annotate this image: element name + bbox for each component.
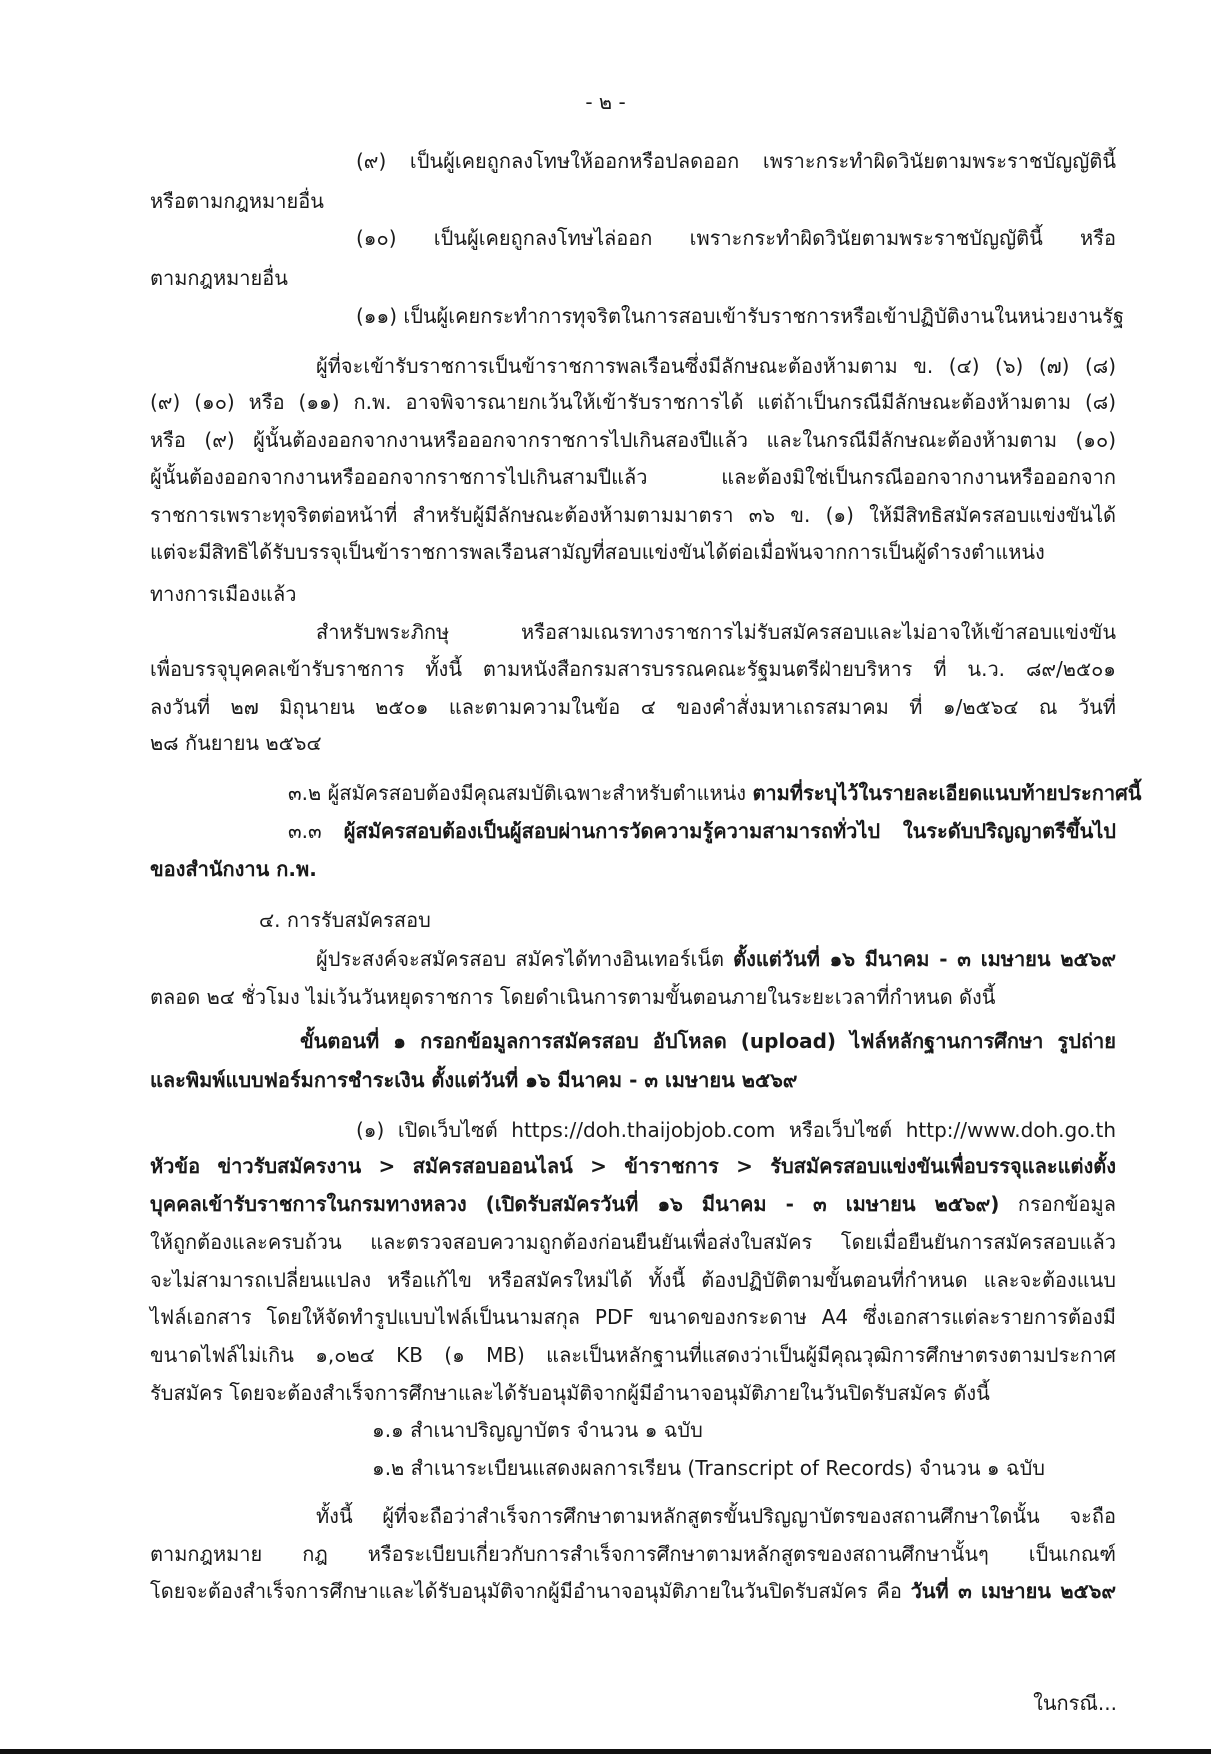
text: ๔. การรับสมัครสอบ bbox=[259, 908, 431, 932]
text-line bbox=[150, 1540, 1116, 1568]
bold-text: ตั้งแต่วันที่ ๑๖ มีนาคม - ๓ เมษายน ๒๕๖๙ bbox=[733, 947, 1116, 971]
text-line bbox=[150, 463, 1116, 491]
text-line bbox=[150, 426, 1116, 454]
text: จะไม่สามารถเปลี่ยนแปลง หรือแก้ไข หรือสมัครใหม่ได้ ทั้งนี้ ต้องปฏิบัติตามขั้นตอนที่กำหนด และจะต้องแนบ bbox=[150, 1268, 1116, 1292]
text-line bbox=[316, 1502, 1116, 1530]
bold-text: และพิมพ์แบบฟอร์มการชำระเงิน ตั้งแต่วันที่ ๑๖ มีนาคม - ๓ เมษายน ๒๕๖๙ bbox=[150, 1068, 798, 1092]
text-line bbox=[356, 302, 1125, 330]
text: ขนาดไฟล์ไม่เกิน ๑,๐๒๔ KB (๑ MB) และเป็นหลักฐานที่แสดงว่าเป็นผู้มีคุณวุฒิการศึกษาตรงตามประกาศ bbox=[150, 1343, 1116, 1367]
text-line bbox=[150, 1303, 1116, 1331]
text-line bbox=[150, 1341, 1116, 1369]
text: ผู้นั้นต้องออกจากงานหรือออกจากราชการไปเกินสามปีแล้ว และต้องมิใช่เป็นกรณีออกจากงานหรือออกจาก bbox=[150, 465, 1116, 489]
text-line bbox=[316, 945, 1116, 973]
text-line bbox=[150, 1577, 1116, 1605]
text: ตามกฎหมายอื่น bbox=[150, 266, 288, 290]
text: ผู้ประสงค์จะสมัครสอบ สมัครได้ทางอินเทอร์เน็ต bbox=[316, 947, 734, 971]
text-line bbox=[150, 388, 1116, 416]
text: ราชการเพราะทุจริตต่อหน้าที่ สำหรับผู้มีลักษณะต้องห้ามตามมาตรา ๓๖ ข. (๑) ให้มีสิทธิสมัครสอบแข่งขันได้ bbox=[150, 503, 1116, 527]
bold-text: ตามที่ระบุไว้ในรายละเอียดแนบท้ายประกาศนี้ bbox=[752, 781, 1142, 805]
text-line bbox=[356, 1116, 1116, 1144]
text: (๑) เปิดเว็บไซต์ https://doh.thaijobjob.com หรือเว็บไซต์ http://www.doh.go.th bbox=[356, 1118, 1116, 1142]
text: ตามกฎหมาย กฎ หรือระเบียบเกี่ยวกับการสำเร็จการศึกษาตามหลักสูตรของสถานศึกษานั้นๆ เป็นเกณฑ์ bbox=[150, 1542, 1116, 1566]
bold-text: หัวข้อ ข่าวรับสมัครงาน > สมัครสอบออนไลน์ > ข้าราชการ > รับสมัครสอบแข่งขันเพื่อบรรจุและแต่งตั้ง bbox=[150, 1154, 1116, 1178]
text-line bbox=[372, 1454, 1045, 1482]
text: ให้ถูกต้องและครบถ้วน และตรวจสอบความถูกต้องก่อนยืนยันเพื่อส่งใบสมัคร โดยเมื่อยืนยันการสมัครสอบแล้ว bbox=[150, 1230, 1116, 1254]
text-line bbox=[150, 693, 1116, 721]
text-line bbox=[150, 187, 324, 215]
text-line bbox=[150, 655, 1116, 683]
text: (๑๑) เป็นผู้เคยกระทำการทุจริตในการสอบเข้ารับราชการหรือเข้าปฏิบัติงานในหน่วยงานรัฐ bbox=[356, 304, 1125, 328]
continuation-marker: ในกรณี... bbox=[1033, 1691, 1117, 1715]
text-line bbox=[150, 729, 322, 757]
text: หรือ (๙) ผู้นั้นต้องออกจากงานหรือออกจากราชการไปเกินสองปีแล้ว และในกรณีมีลักษณะต้องห้ามตาม (๑๐) bbox=[150, 428, 1116, 452]
text: ๑.๒ สำเนาระเบียนแสดงผลการเรียน (Transcript of Records) จำนวน ๑ ฉบับ bbox=[372, 1456, 1045, 1480]
text-line bbox=[150, 1152, 1116, 1180]
text-line bbox=[150, 983, 995, 1011]
bold-text: วันที่ ๓ เมษายน ๒๕๖๙ bbox=[910, 1579, 1116, 1603]
text: (๑๐) เป็นผู้เคยถูกลงโทษไล่ออก เพราะกระทำผิดวินัยตามพระราชบัญญัตินี้ หรือ bbox=[356, 226, 1116, 250]
text-line bbox=[150, 855, 317, 883]
bold-text: ขั้นตอนที่ ๑ กรอกข้อมูลการสมัครสอบ อัปโหลด (upload) ไฟล์หลักฐานการศึกษา รูปถ่าย bbox=[300, 1029, 1116, 1053]
text: ทางการเมืองแล้ว bbox=[150, 582, 297, 606]
text-line bbox=[316, 618, 1116, 646]
text: (๙) (๑๐) หรือ (๑๑) ก.พ. อาจพิจารณายกเว้นให้เข้ารับราชการได้ แต่ถ้าเป็นกรณีมีลักษณะต้องห้ามตาม (๘) bbox=[150, 390, 1116, 414]
text-line bbox=[150, 580, 296, 608]
page-number: - ๒ - bbox=[585, 90, 626, 114]
text-line bbox=[150, 1228, 1116, 1256]
text-line bbox=[150, 264, 288, 292]
text: ๑.๑ สำเนาปริญญาบัตร จำนวน ๑ ฉบับ bbox=[372, 1418, 703, 1442]
text: ๓.๒ ผู้สมัครสอบต้องมีคุณสมบัติเฉพาะสำหรับตำแหน่ง bbox=[288, 781, 753, 805]
text-line bbox=[150, 538, 1116, 566]
text: สำหรับพระภิกษุ หรือสามเณรทางราชการไม่รับสมัครสอบและไม่อาจให้เข้าสอบแข่งขัน bbox=[316, 620, 1116, 644]
text: ๒๘ กันยายน ๒๕๖๔ bbox=[150, 731, 322, 755]
text: (๙) เป็นผู้เคยถูกลงโทษให้ออกหรือปลดออก เพราะกระทำผิดวินัยตามพระราชบัญญัตินี้ bbox=[356, 149, 1116, 173]
text-line bbox=[372, 1416, 703, 1444]
text-line bbox=[150, 1379, 990, 1407]
text-line bbox=[259, 906, 431, 934]
text: หรือตามกฎหมายอื่น bbox=[150, 189, 324, 213]
text: โดยจะต้องสำเร็จการศึกษาและได้รับอนุมัติจากผู้มีอำนาจอนุมัติภายในวันปิดรับสมัคร คือ bbox=[150, 1579, 911, 1603]
scan-border bbox=[0, 1749, 1211, 1754]
text-line bbox=[288, 779, 1142, 807]
text: แต่จะมีสิทธิได้รับบรรจุเป็นข้าราชการพลเรือนสามัญที่สอบแข่งขันได้ต่อเมื่อพ้นจากการเป็นผู้ดำรงตำแหน่ง bbox=[150, 540, 1045, 564]
text-line bbox=[150, 1266, 1116, 1294]
bold-text: ของสำนักงาน ก.พ. bbox=[150, 857, 317, 881]
text-line bbox=[150, 1066, 797, 1094]
text-line bbox=[288, 817, 1116, 845]
bold-text: ผู้สมัครสอบต้องเป็นผู้สอบผ่านการวัดความรู้ความสามารถทั่วไป ในระดับปริญญาตรีขึ้นไป bbox=[343, 819, 1116, 843]
text-line bbox=[150, 501, 1116, 529]
text: ๓.๓ bbox=[288, 819, 344, 843]
text: ทั้งนี้ ผู้ที่จะถือว่าสำเร็จการศึกษาตามหลักสูตรขั้นปริญญาบัตรของสถานศึกษาใดนั้น จะถือ bbox=[316, 1504, 1116, 1528]
bold-text: บุคคลเข้ารับราชการในกรมทางหลวง (เปิดรับสมัครวันที่ ๑๖ มีนาคม - ๓ เมษายน ๒๕๖๙) bbox=[150, 1192, 1000, 1216]
text-line bbox=[356, 147, 1116, 175]
text: กรอกข้อมูล bbox=[999, 1192, 1116, 1216]
text: ผู้ที่จะเข้ารับราชการเป็นข้าราชการพลเรือนซึ่งมีลักษณะต้องห้ามตาม ข. (๔) (๖) (๗) (๘) bbox=[316, 354, 1116, 378]
text: เพื่อบรรจุบุคคลเข้ารับราชการ ทั้งนี้ ตามหนังสือกรมสารบรรณคณะรัฐมนตรีฝ่ายบริหาร ที่ น.ว. ๘๙/๒๕๐๑ bbox=[150, 657, 1116, 681]
text-line bbox=[316, 352, 1116, 380]
text-line bbox=[150, 1190, 1116, 1218]
text-line bbox=[300, 1027, 1116, 1055]
text: ลงวันที่ ๒๗ มิถุนายน ๒๕๐๑ และตามความในข้อ ๔ ของคำสั่งมหาเถรสมาคม ที่ ๑/๒๕๖๔ ณ วันที่ bbox=[150, 695, 1116, 719]
text-line bbox=[356, 224, 1116, 252]
text: ตลอด ๒๔ ชั่วโมง ไม่เว้นวันหยุดราชการ โดยดำเนินการตามขั้นตอนภายในระยะเวลาที่กำหนด ดังนี้ bbox=[150, 985, 996, 1009]
text: ไฟล์เอกสาร โดยให้จัดทำรูปแบบไฟล์เป็นนามสกุล PDF ขนาดของกระดาษ A4 ซึ่งเอกสารแต่ละรายการต้องมี bbox=[150, 1305, 1116, 1329]
text: รับสมัคร โดยจะต้องสำเร็จการศึกษาและได้รับอนุมัติจากผู้มีอำนาจอนุมัติภายในวันปิดรับสมัคร ดังนี้ bbox=[150, 1381, 990, 1405]
